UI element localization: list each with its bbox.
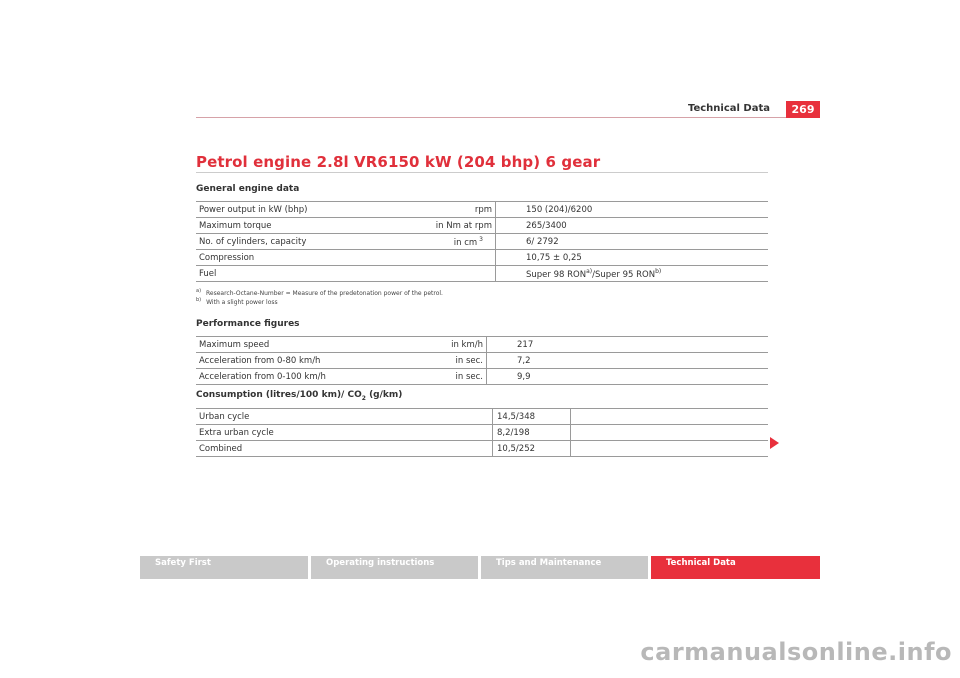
row-label: Compression — [196, 250, 416, 266]
table-row — [196, 425, 768, 441]
table-row — [196, 409, 768, 425]
row-label: Combined — [196, 441, 493, 457]
table-row — [196, 337, 768, 353]
title-rule — [196, 172, 768, 173]
watermark: carmanualsonline.info — [640, 638, 952, 666]
row-value: 8,2/198 — [493, 425, 571, 441]
row-value: 150 (204)/6200 — [496, 202, 769, 218]
row-unit — [416, 250, 496, 266]
page-title: Petrol engine 2.8l VR6150 kW (204 bhp) 6 gear — [196, 153, 601, 171]
row-value: 10,75 ± 0,25 — [496, 250, 769, 266]
header-title: Technical Data — [687, 103, 770, 114]
footnote-ref: a) — [586, 267, 593, 275]
row-empty — [571, 409, 769, 425]
row-unit: in Nm at rpm — [416, 218, 496, 234]
row-value: 10,5/252 — [493, 441, 571, 457]
general-table — [196, 201, 768, 282]
row-unit: rpm — [416, 202, 496, 218]
row-unit: in sec. — [416, 353, 487, 369]
footer-tab-safety-first[interactable]: Safety First — [140, 556, 308, 579]
footnote-a — [196, 288, 443, 297]
table-row — [196, 266, 768, 282]
row-value: 265/3400 — [496, 218, 769, 234]
row-label: No. of cylinders, capacity — [196, 234, 416, 250]
footnote-text: Research-Octane-Number = Measure of the predetonation power of the petrol. — [206, 290, 443, 297]
table-row — [196, 250, 768, 266]
row-label: Acceleration from 0-80 km/h — [196, 353, 416, 369]
table-row — [196, 369, 768, 385]
row-value — [496, 266, 769, 282]
row-empty — [571, 441, 769, 457]
row-label: Power output in kW (bhp) — [196, 202, 416, 218]
row-unit — [416, 234, 496, 250]
footer-nav — [140, 556, 820, 579]
footer-tab-technical-data[interactable]: Technical Data — [651, 556, 820, 579]
general-heading: General engine data — [196, 184, 300, 194]
row-label: Maximum speed — [196, 337, 416, 353]
row-unit — [416, 266, 496, 282]
row-label: Extra urban cycle — [196, 425, 493, 441]
consumption-heading-text: Consumption (litres/100 km)/ CO — [196, 390, 362, 400]
footnote-text: With a slight power loss — [206, 299, 278, 306]
row-label: Acceleration from 0-100 km/h — [196, 369, 416, 385]
footnote-b — [196, 297, 278, 306]
footer-tab-operating-instructions[interactable]: Operating instructions — [311, 556, 478, 579]
unit-superscript: 3 — [479, 235, 483, 243]
footnote-ref: b) — [655, 267, 662, 275]
row-unit: in sec. — [416, 369, 487, 385]
row-value: 6/ 2792 — [496, 234, 769, 250]
co2-subscript: 2 — [361, 394, 366, 402]
row-empty — [571, 425, 769, 441]
row-value: 7,2 — [487, 353, 769, 369]
footnote-mark: a) — [196, 288, 202, 294]
row-label: Maximum torque — [196, 218, 416, 234]
fuel-value-1: Super 98 RON — [526, 269, 587, 280]
page-number: 269 — [786, 101, 820, 118]
table-row — [196, 353, 768, 369]
fuel-value-2: /Super 95 RON — [592, 269, 656, 280]
footer-tab-tips-maintenance[interactable]: Tips and Maintenance — [481, 556, 648, 579]
table-row — [196, 218, 768, 234]
row-unit: in km/h — [416, 337, 487, 353]
consumption-heading-unit: (g/km) — [365, 390, 403, 400]
consumption-heading — [196, 390, 402, 402]
row-value: 14,5/348 — [493, 409, 571, 425]
header-rule — [196, 117, 820, 118]
table-row — [196, 441, 768, 457]
unit-text: in cm — [453, 237, 478, 248]
performance-table — [196, 336, 768, 385]
table-row — [196, 234, 768, 250]
footnote-mark: b) — [196, 297, 202, 303]
next-page-arrow-icon[interactable] — [770, 437, 779, 449]
row-value: 217 — [487, 337, 769, 353]
row-value: 9,9 — [487, 369, 769, 385]
row-label: Urban cycle — [196, 409, 493, 425]
table-row — [196, 202, 768, 218]
row-label: Fuel — [196, 266, 416, 282]
consumption-table — [196, 408, 768, 457]
performance-heading: Performance figures — [196, 319, 300, 329]
